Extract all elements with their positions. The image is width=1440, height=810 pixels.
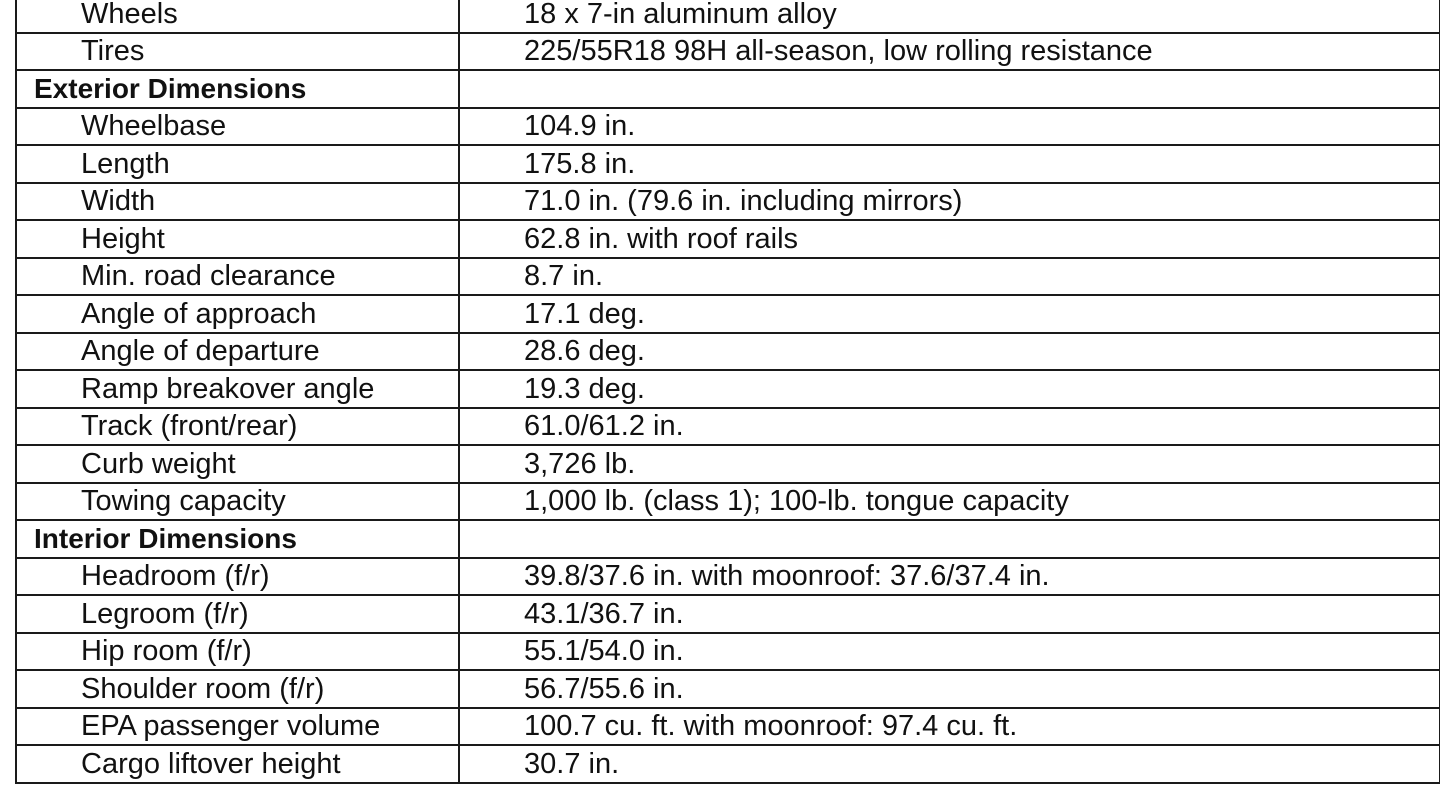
spec-label: Min. road clearance bbox=[16, 258, 459, 296]
spec-value: 39.8/37.6 in. with moonroof: 37.6/37.4 in. bbox=[459, 558, 1440, 596]
spec-label: Length bbox=[16, 145, 459, 183]
spec-row-cargo-liftover-height bbox=[16, 745, 1440, 783]
spec-value: 19.3 deg. bbox=[459, 370, 1440, 408]
spec-value: 55.1/54.0 in. bbox=[459, 633, 1440, 671]
spec-value: 71.0 in. (79.6 in. including mirrors) bbox=[459, 183, 1440, 221]
spec-row-min-road-clearance bbox=[16, 258, 1440, 296]
spec-value: 1,000 lb. (class 1); 100-lb. tongue capacity bbox=[459, 483, 1440, 521]
spec-label: EPA passenger volume bbox=[16, 708, 459, 746]
spec-table bbox=[15, 0, 1440, 784]
section-heading: Interior Dimensions bbox=[16, 520, 459, 558]
spec-label: Tires bbox=[16, 33, 459, 71]
spec-row-angle-of-approach bbox=[16, 295, 1440, 333]
spec-row-angle-of-departure bbox=[16, 333, 1440, 371]
spec-row-curb-weight bbox=[16, 445, 1440, 483]
spec-row-headroom bbox=[16, 558, 1440, 596]
spec-value: 62.8 in. with roof rails bbox=[459, 220, 1440, 258]
spec-row-ramp-breakover-angle bbox=[16, 370, 1440, 408]
spec-label: Width bbox=[16, 183, 459, 221]
spec-value: 56.7/55.6 in. bbox=[459, 670, 1440, 708]
spec-label: Shoulder room (f/r) bbox=[16, 670, 459, 708]
spec-label: Cargo liftover height bbox=[16, 745, 459, 783]
spec-label: Headroom (f/r) bbox=[16, 558, 459, 596]
spec-value: 175.8 in. bbox=[459, 145, 1440, 183]
spec-row-hip-room bbox=[16, 633, 1440, 671]
spec-value: 18 x 7-in aluminum alloy bbox=[459, 0, 1440, 33]
spec-label: Curb weight bbox=[16, 445, 459, 483]
section-row-exterior-dimensions bbox=[16, 70, 1440, 108]
section-value-empty bbox=[459, 70, 1440, 108]
spec-value: 104.9 in. bbox=[459, 108, 1440, 146]
spec-row-track bbox=[16, 408, 1440, 446]
spec-label: Legroom (f/r) bbox=[16, 595, 459, 633]
spec-value: 225/55R18 98H all-season, low rolling resistance bbox=[459, 33, 1440, 71]
spec-label: Angle of departure bbox=[16, 333, 459, 371]
spec-row-tires bbox=[16, 33, 1440, 71]
spec-row-width bbox=[16, 183, 1440, 221]
spec-value: 17.1 deg. bbox=[459, 295, 1440, 333]
spec-value: 100.7 cu. ft. with moonroof: 97.4 cu. ft. bbox=[459, 708, 1440, 746]
spec-value: 61.0/61.2 in. bbox=[459, 408, 1440, 446]
spec-label: Wheels bbox=[16, 0, 459, 33]
spec-value: 8.7 in. bbox=[459, 258, 1440, 296]
spec-row-legroom bbox=[16, 595, 1440, 633]
section-value-empty bbox=[459, 520, 1440, 558]
section-heading: Exterior Dimensions bbox=[16, 70, 459, 108]
spec-label: Hip room (f/r) bbox=[16, 633, 459, 671]
spec-label: Track (front/rear) bbox=[16, 408, 459, 446]
spec-label: Wheelbase bbox=[16, 108, 459, 146]
spec-value: 3,726 lb. bbox=[459, 445, 1440, 483]
spec-label: Towing capacity bbox=[16, 483, 459, 521]
spec-row-wheelbase bbox=[16, 108, 1440, 146]
spec-value: 43.1/36.7 in. bbox=[459, 595, 1440, 633]
spec-label: Height bbox=[16, 220, 459, 258]
section-row-interior-dimensions bbox=[16, 520, 1440, 558]
spec-row-length bbox=[16, 145, 1440, 183]
spec-row-epa-passenger-volume bbox=[16, 708, 1440, 746]
spec-label: Ramp breakover angle bbox=[16, 370, 459, 408]
spec-row-wheels bbox=[16, 0, 1440, 33]
spec-value: 28.6 deg. bbox=[459, 333, 1440, 371]
spec-value: 30.7 in. bbox=[459, 745, 1440, 783]
spec-row-towing-capacity bbox=[16, 483, 1440, 521]
spec-row-height bbox=[16, 220, 1440, 258]
spec-label: Angle of approach bbox=[16, 295, 459, 333]
spec-row-shoulder-room bbox=[16, 670, 1440, 708]
